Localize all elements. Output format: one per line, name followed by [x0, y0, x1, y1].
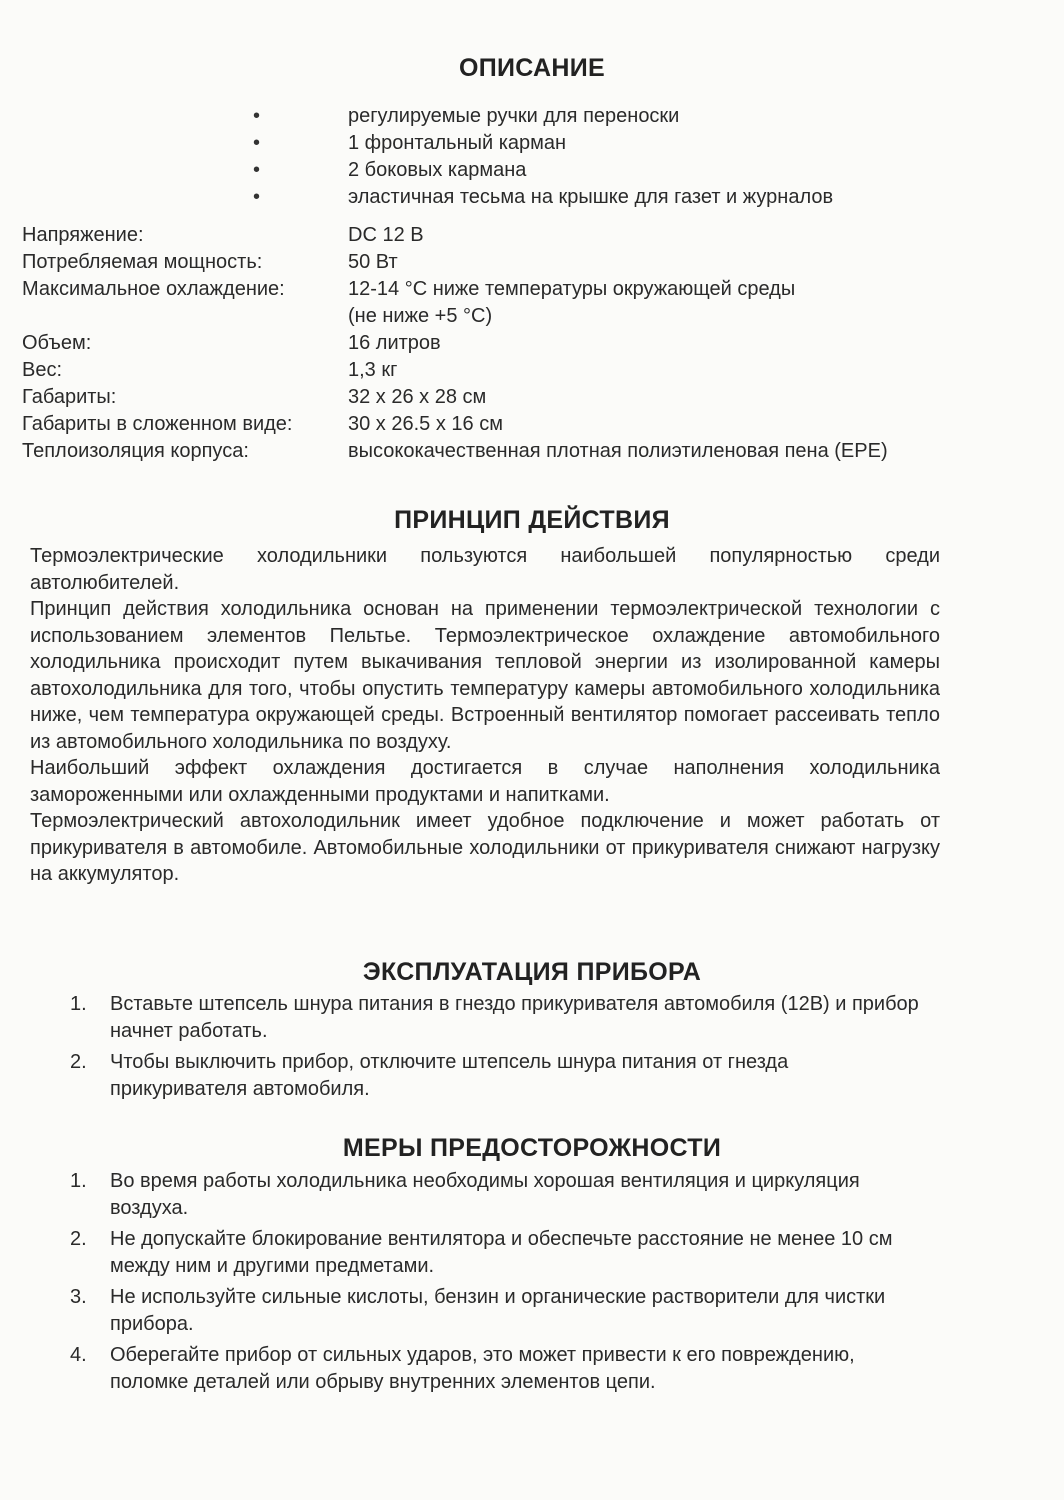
spec-row: Габариты: 32 х 26 х 28 см: [22, 386, 487, 408]
principle-title: ПРИНЦИП ДЕЙСТВИЯ: [394, 506, 670, 534]
bullet-icon: •: [253, 159, 261, 181]
bullet-icon: •: [253, 132, 261, 154]
list-item: 1. Во время работы холодильника необходимы хорошая вентиляция и циркуляция воздуха.: [70, 1170, 860, 1219]
spec-row: Напряжение: DC 12 В: [22, 224, 424, 246]
feature-item: • 2 боковых кармана: [0, 157, 1064, 184]
feature-item: • эластичная тесьма на крышке для газет и журналов: [0, 184, 1064, 211]
specs-table: [22, 222, 1022, 465]
feature-item: • 1 фронтальный карман: [0, 130, 1064, 157]
bullet-icon: •: [253, 186, 261, 208]
spec-row: Потребляемая мощность: 50 Вт: [22, 251, 398, 273]
spec-row: Максимальное охлаждение: 12-14 °С ниже температуры окружающей среды: [22, 278, 796, 300]
description-title: ОПИСАНИЕ: [459, 54, 605, 82]
features-list: [0, 103, 1064, 211]
precautions-list: [70, 1168, 930, 1396]
list-item: 3. Не используйте сильные кислоты, бензин и органические растворители для чистки прибора.: [70, 1286, 886, 1335]
list-item: 2. Не допускайте блокирование вентилятора и обеспечьте расстояние не менее 10 см между ним и другими предметами.: [70, 1228, 893, 1277]
paragraph: Наибольший эффект охлаждения достигается в случае наполнения холодильника замороженными или охлажденными продуктами и напитками.: [30, 757, 940, 806]
spec-row: Вес: 1,3 кг: [22, 359, 398, 381]
operation-title: ЭКСПЛУАТАЦИЯ ПРИБОРА: [362, 958, 702, 986]
list-item: 1. Вставьте штепсель шнура питания в гнездо прикуривателя автомобиля (12В) и прибор начнет работать.: [70, 993, 919, 1042]
operation-list: [70, 991, 930, 1103]
precautions-title: МЕРЫ ПРЕДОСТОРОЖНОСТИ: [342, 1134, 722, 1162]
paragraph: Принцип действия холодильника основан на применении термоэлектрической технологии с использованием элементов Пельтье. Термоэлектрическое охлаждение автомобильного холодильника происходит путем выкачивания тепловой энергии из изолированной камеры автохолодильника для того, чтобы опустить температуру камеры автомобильного холодильника ниже, чем температура окружающей среды. Встроенный вентилятор помогает рассеивать тепло из автомобильного холодильника по воздуху.: [30, 598, 940, 753]
principle-text: [30, 543, 940, 888]
spec-row: (не ниже +5 °С): [348, 305, 493, 327]
list-item: 4. Оберегайте прибор от сильных ударов, это может привести к его повреждению, поломке деталей или обрыву внутренних элементов цепи.: [70, 1344, 855, 1393]
paragraph: Термоэлектрический автохолодильник имеет удобное подключение и может работать от прикуривателя в автомобиле. Автомобильные холодильники от прикуривателя снижают нагрузку на аккумулятор.: [30, 810, 940, 885]
spec-row: Габариты в сложенном виде: 30 х 26.5 х 16 см: [22, 413, 503, 435]
bullet-icon: •: [253, 105, 261, 127]
list-item: 2. Чтобы выключить прибор, отключите штепсель шнура питания от гнезда прикуривателя автомобиля.: [70, 1051, 789, 1100]
paragraph: Термоэлектрические холодильники пользуются наибольшей популярностью среди автолюбителей.: [30, 545, 940, 594]
spec-row: Объем: 16 литров: [22, 332, 441, 354]
spec-row: Теплоизоляция корпуса: высококачественная плотная полиэтиленовая пена (ЕРЕ): [22, 440, 888, 462]
feature-item: • регулируемые ручки для переноски: [0, 103, 1064, 130]
